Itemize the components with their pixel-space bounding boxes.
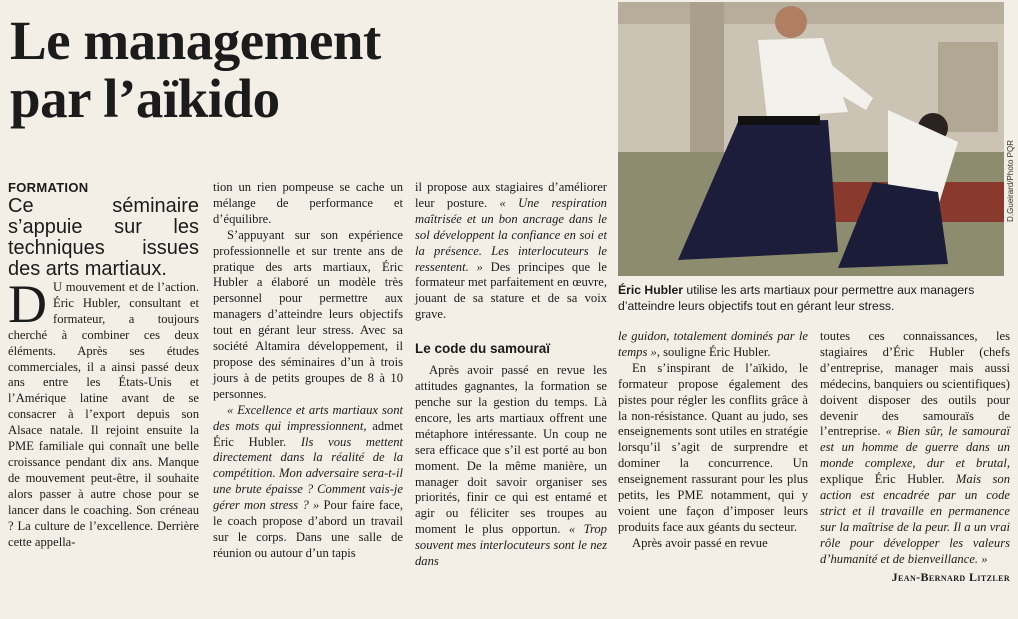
dropcap: D bbox=[8, 274, 47, 334]
subheading: Le code du samouraï bbox=[415, 341, 551, 357]
text: , souligne Éric Hubler. bbox=[656, 344, 771, 359]
headline bbox=[10, 12, 610, 128]
headline-line-1: Le management bbox=[10, 10, 381, 71]
paragraph bbox=[618, 329, 808, 361]
column-4 bbox=[618, 329, 808, 552]
photo-caption bbox=[618, 282, 1008, 314]
quote: « Bien sûr, le samouraï est un homme de guerre dans un monde complexe, dur et brutal, bbox=[820, 424, 1011, 471]
text: admet Éric Hubler. bbox=[213, 418, 403, 449]
text: explique Éric Hubler. bbox=[820, 472, 956, 487]
quote: Ils vous mettent directement dans la réalité de la compétition. Mon adversaire sera-t-il une brute épaisse ? Comment vais-je gérer mon stress ? » bbox=[213, 434, 403, 513]
text: Pour faire face, le coach propose d’abord un travail sur le corps. Dans une salle de réunion ou autour d’un tapis bbox=[213, 498, 403, 560]
byline: Jean-Bernard Litzler bbox=[891, 569, 1010, 584]
column-5 bbox=[820, 329, 1010, 586]
quote: le guidon, totalement dominés par le temps » bbox=[618, 329, 808, 359]
paragraph bbox=[415, 180, 607, 323]
section-kicker: FORMATION bbox=[8, 180, 89, 195]
paragraph-quote bbox=[213, 403, 403, 562]
paragraph: S’appuyant sur son expérience professionnelle et sur trente ans de pratique des arts martiaux, Éric Hubler a élaboré un modèle très personnel pour permettre aux managers d’atteindre leurs objectifs tout en gérant leur stress. Avec sa société Altamira développement, il propose des séminaires d’un à trois jours à de petits groupes de 8 à 10 personnes. bbox=[213, 227, 403, 401]
column-3 bbox=[415, 180, 607, 570]
column-2 bbox=[213, 180, 403, 562]
quote: Mais son action est encadrée par un code strict et il travaille en permanence sur la maîtrise de la peur. Il a un vrai rôle pour développer les valeurs d’humanité et de bienveillance. » bbox=[820, 472, 1010, 566]
text: Après avoir passé en revue les attitudes gagnantes, la formation se penche sur la gestion du temps. Là encore, les arts martiaux offrent une métaphore intéressante. Un coup ne sera efficace que s’il est porté au bon moment. De la même manière, un manager doit savoir organiser ses priorités, finir ce qui est entamé et agir ou féliciter ses troupes au moment le plus opportun. bbox=[415, 363, 607, 537]
headline-line-2: par l’aïkido bbox=[10, 68, 280, 129]
photo-illustration bbox=[618, 2, 1004, 276]
text: toutes ces connaissances, les stagiaires d’Éric Hubler (chefs d’entreprise, manager mais aussi médecins, banquiers ou scientifiques) doivent disposer des outils pour devenir des samouraïs de l’entreprise. bbox=[820, 329, 1010, 439]
paragraph bbox=[415, 363, 607, 570]
text: Des principes que le formateur met parfaitement en œuvre, jouant de sa stature et de sa voix grave. bbox=[415, 259, 607, 322]
text: il propose aux stagiaires d’améliorer leur posture. bbox=[415, 180, 607, 210]
caption-name: Éric Hubler bbox=[618, 283, 684, 297]
lede-paragraph bbox=[8, 274, 199, 550]
quote: « Une respiration maîtrisée et un bon ancrage dans le sol développent la confiance en soi et la présence. Les interlocuteurs le ressentent. » bbox=[415, 195, 607, 274]
lede-text: U mouvement et de l’action. Éric Hubler, consultant et formateur, a toujours cherché à combiner ces deux éléments. Après ses études commerciales, il a ainsi passé deux ans entre les États-Unis et l’Amérique latine avant de se consacrer à l’export depuis son Alsace natale. Il rejoint ensuite la PME familiale qui connaît une belle croissance pendant dix ans. Manque de mouvement peut-être, il souhaite alors passer à autre chose pour se lancer dans le coaching. Son créneau ? La culture de l’excellence. Derrière cette appella- bbox=[8, 280, 199, 549]
quote: « Excellence et arts martiaux sont des mots qui impressionnent, bbox=[213, 402, 403, 433]
paragraph: tion un rien pompeuse se cache un mélange de performance et d’équilibre. bbox=[213, 180, 403, 226]
paragraph: En s’inspirant de l’aïkido, le formateur propose également des pistes pour régler les conflits grâce à la non-résistance. Quant au judo, ses enseignements sont utiles en stratégie lorsqu’il s’agit de surprendre et dominer la concurrence. Un enseignement rassurant pour les plus petits, les PME notamment, qui y voient une façon d’imposer leurs produits face aux géants du secteur. bbox=[618, 360, 808, 534]
quote: « Trop souvent mes interlocuteurs sont le nez dans bbox=[415, 522, 607, 569]
deck: Ce séminaire s’appuie sur les techniques issues des arts martiaux. bbox=[8, 195, 199, 280]
photo-credit: D.Gueirard/Photo PQR bbox=[1006, 140, 1015, 222]
aikido-photo bbox=[618, 2, 1004, 276]
column-1 bbox=[8, 180, 199, 550]
caption-text: utilise les arts martiaux pour permettre aux managers d’atteindre leurs objectifs tout en gérant leur stress. bbox=[618, 283, 975, 313]
paragraph: Après avoir passé en revue bbox=[632, 535, 768, 550]
paragraph bbox=[820, 329, 1010, 568]
